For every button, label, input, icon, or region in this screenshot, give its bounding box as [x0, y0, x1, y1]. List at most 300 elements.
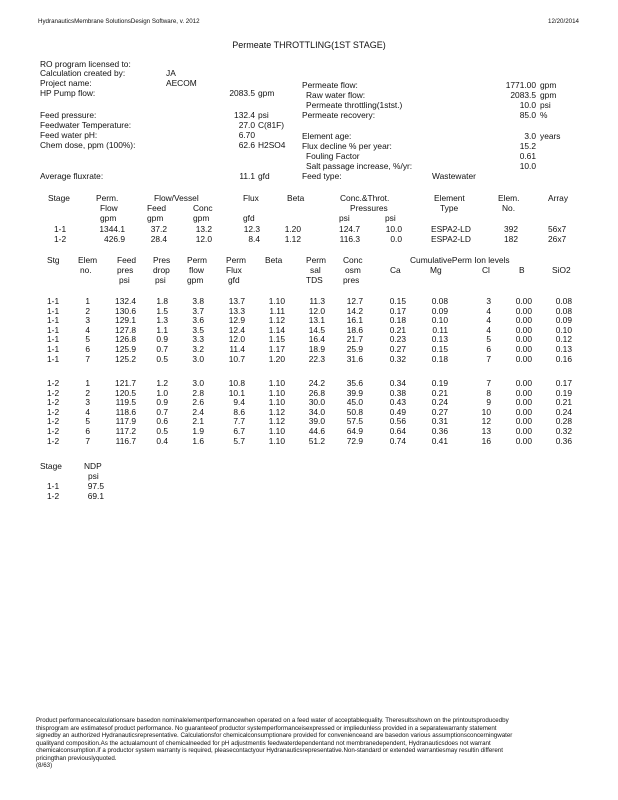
- element-row: [0, 296, 572, 306]
- throttling-label: Permeate throttling(1stst.): [306, 100, 403, 110]
- cell-beta: 1.11: [269, 305, 285, 316]
- fouling-factor-value: 0.61: [519, 151, 536, 161]
- hdr-conc-psi: psi: [339, 213, 350, 223]
- hdr-flux: Flux: [243, 193, 259, 203]
- cell-elem: 1: [85, 296, 90, 306]
- cell-b: 0.00: [515, 296, 532, 306]
- cell-feed-flow: 28.4: [150, 233, 167, 244]
- cell-perm-tds: 26.8: [308, 387, 325, 398]
- cell-beta: 1.17: [268, 344, 285, 354]
- disclaimer-line: pricingthan previouslyquoted.: [36, 754, 117, 762]
- cell-elem: 4: [85, 406, 90, 417]
- cell-pres-drop: 0.7: [156, 406, 168, 417]
- cell-pres-drop: 0.5: [156, 353, 168, 364]
- hdr-conc-osm: Conc: [343, 255, 363, 265]
- cell-perm-tds: 12.0: [308, 305, 325, 316]
- element-row: [0, 406, 572, 417]
- cell-conc-osm: 64.9: [346, 426, 363, 436]
- hdr-elem: Elem: [78, 255, 98, 265]
- cell-perm-flux: 7.7: [233, 416, 245, 427]
- cell-conc-osm: 21.7: [346, 334, 363, 345]
- cell-feed-pres: 119.5: [115, 397, 136, 408]
- cell-perm-flow: 3.8: [192, 296, 204, 306]
- cell-stg: 1-1: [47, 334, 60, 345]
- cell-ca: 0.27: [389, 344, 406, 354]
- hdr-conc: Conc: [193, 203, 213, 213]
- hdr-feed-gpm: gpm: [147, 213, 164, 223]
- cell-conc-flow: 12.0: [195, 233, 212, 244]
- cell-elem: 2: [85, 387, 90, 398]
- element-row: [0, 435, 572, 446]
- cell-perm-flux: 12.4: [228, 324, 245, 335]
- hdr-perm: Perm.: [96, 193, 119, 203]
- cell-stg: 1-2: [47, 426, 60, 436]
- cell-sio2: 0.12: [555, 334, 572, 345]
- cell-mg: 0.08: [431, 296, 448, 306]
- cell-sio2: 0.21: [555, 397, 572, 408]
- cell-cl: 3: [486, 296, 491, 306]
- element-row: [0, 426, 572, 436]
- cell-conc-osm: 72.9: [346, 435, 363, 446]
- cell-stage: 1-1: [54, 224, 67, 234]
- cell-mg: 0.10: [431, 315, 448, 326]
- element-row: [0, 416, 572, 427]
- cell-stg: 1-1: [47, 296, 60, 306]
- feed-pressure-unit: psi: [258, 110, 269, 120]
- avg-flux-value: 11.1: [239, 171, 255, 181]
- flux-decline-label: Flux decline % per year:: [302, 141, 392, 151]
- element-row: [0, 378, 572, 388]
- hdr-element: Element: [434, 193, 465, 203]
- cell-perm-flux: 10.8: [228, 378, 245, 388]
- cell-b: 0.00: [515, 344, 532, 354]
- cell-b: 0.00: [515, 397, 532, 408]
- cell-ca: 0.43: [389, 397, 406, 408]
- cell-beta: 1.10: [268, 435, 285, 446]
- cell-perm-tds: 44.6: [308, 426, 325, 436]
- cell-conc-osm: 18.6: [346, 324, 363, 335]
- cell-stg: 1-2: [47, 387, 60, 398]
- cell-b: 0.00: [515, 406, 532, 417]
- cell-sio2: 0.19: [555, 387, 572, 398]
- cell-perm-tds: 51.2: [308, 435, 325, 446]
- cell-conc-osm: 45.0: [346, 397, 363, 408]
- cell-feed-pres: 126.8: [115, 334, 136, 345]
- cell-pres-drop: 0.6: [156, 416, 168, 427]
- cell-mg: 0.18: [431, 353, 448, 364]
- cell-mg: 0.31: [431, 416, 448, 427]
- cell-feed-pres: 118.6: [115, 406, 136, 417]
- created-value: JA: [166, 68, 176, 78]
- ndp-hdr-psi: psi: [88, 471, 99, 481]
- recovery-unit: %: [540, 110, 548, 120]
- cell-perm-flux: 11.4: [229, 344, 245, 354]
- fouling-factor-label: Fouling Factor: [306, 151, 360, 161]
- ndp-row: [0, 481, 560, 490]
- cell-perm-flux: 13.7: [228, 296, 245, 306]
- feed-type-label: Feed type:: [302, 171, 342, 181]
- hdr-feed-pres: Feed: [117, 255, 137, 265]
- cell-elem: 5: [85, 334, 90, 345]
- cell-elem: 3: [85, 397, 90, 408]
- cell-beta: 1.14: [268, 324, 285, 335]
- cell-elem-no: 182: [504, 233, 518, 244]
- chem-dose-unit: H2SO4: [258, 140, 286, 150]
- hdr-sio2: SiO2: [552, 265, 571, 275]
- hdr-feed-psi: psi: [119, 275, 130, 285]
- hdr-b: B: [519, 265, 525, 275]
- cell-perm-flux: 8.6: [233, 406, 245, 417]
- cell-beta: 1.12: [268, 315, 285, 326]
- cell-perm-flux: 9.4: [233, 397, 245, 408]
- cell-conc-pres: 116.3: [339, 233, 360, 244]
- cell-perm-tds: 30.0: [308, 397, 325, 408]
- cell-cl: 4: [486, 315, 491, 326]
- cell-ndp-stage: 1-2: [47, 490, 60, 501]
- hdr-mg: Mg: [430, 265, 442, 275]
- cell-stage: 1-2: [54, 233, 67, 244]
- cell-sio2: 0.08: [555, 305, 572, 316]
- hdr-elem-no: no.: [80, 265, 92, 275]
- cell-beta: 1.20: [284, 224, 301, 234]
- cell-cl: 13: [481, 426, 491, 436]
- hdr-perm-flux: Perm: [226, 255, 247, 265]
- cell-elem: 6: [85, 344, 90, 354]
- cell-pres-drop: 1.0: [156, 387, 168, 398]
- cell-pres-drop: 1.8: [156, 296, 168, 306]
- hp-pump-value: 2083.5: [229, 88, 255, 98]
- cell-flux: 12.3: [243, 224, 260, 234]
- cell-beta: 1.10: [268, 387, 285, 398]
- throttling-value: 10.0: [519, 100, 536, 110]
- cell-ca: 0.23: [389, 334, 406, 345]
- cell-perm-flow: 1344.1: [99, 224, 125, 234]
- hdr-array: Array: [548, 193, 569, 203]
- cell-perm-tds: 13.1: [308, 315, 325, 326]
- element-row: [0, 334, 572, 345]
- chem-dose-label: Chem dose, ppm (100%):: [40, 140, 136, 150]
- cell-perm-flow: 2.4: [192, 406, 204, 417]
- cell-b: 0.00: [515, 334, 532, 345]
- element-row: [0, 305, 572, 316]
- raw-flow-value: 2083.5: [510, 90, 536, 100]
- cell-b: 0.00: [515, 378, 532, 388]
- hdr-feed-pres2: pres: [117, 265, 134, 275]
- cell-perm-flow: 3.2: [192, 344, 204, 354]
- cell-b: 0.00: [515, 305, 532, 316]
- cell-cl: 4: [486, 305, 491, 316]
- cell-element-type: ESPA2-LD: [431, 233, 471, 244]
- cell-elem: 7: [85, 353, 90, 364]
- element-row: [0, 315, 572, 326]
- cell-conc-osm: 16.1: [346, 315, 363, 326]
- cell-elem: 4: [85, 324, 90, 335]
- cell-perm-flow: 3.6: [192, 315, 204, 326]
- avg-flux-label: Average fluxrate:: [40, 171, 104, 181]
- cell-perm-flow: 2.6: [192, 397, 204, 408]
- software-version: HydranauticsMembrane SolutionsDesign Software, v. 2012: [38, 18, 200, 25]
- cell-beta: 1.10: [268, 378, 285, 388]
- hdr-stage: Stage: [48, 193, 70, 203]
- cell-feed-pres: 132.4: [115, 296, 136, 306]
- hdr-ca: Ca: [390, 265, 401, 275]
- cell-ca: 0.38: [389, 387, 406, 398]
- avg-flux-unit: gfd: [258, 171, 270, 181]
- hdr-feed: Feed: [147, 203, 167, 213]
- hdr-perm-flow: Perm: [187, 255, 208, 265]
- cell-perm-flux: 13.3: [228, 305, 245, 316]
- cell-cl: 10: [481, 406, 491, 417]
- cell-array: 56x7: [548, 224, 567, 234]
- cell-ndp-value: 69.1: [87, 490, 104, 501]
- page-number: (8/63): [36, 762, 53, 769]
- flux-decline-value: 15.2: [519, 141, 536, 151]
- cell-feed-pres: 120.5: [115, 387, 136, 398]
- disclaimer-line: thisprogram are estimatesof product performance. No guaranteeof productor systemperformanceisexpressed or impliedunless provided in a separatewarranty statement: [36, 724, 497, 732]
- element-age-label: Element age:: [302, 131, 352, 141]
- cell-ca: 0.18: [389, 315, 406, 326]
- cell-conc-osm: 12.7: [346, 296, 363, 306]
- cell-element-type: ESPA2-LD: [431, 224, 471, 234]
- cell-conc-osm: 25.9: [346, 344, 363, 354]
- cell-elem-no: 392: [504, 224, 518, 234]
- recovery-value: 85.0: [519, 110, 536, 120]
- cell-pres-drop: 1.5: [156, 305, 168, 316]
- cell-elem: 3: [85, 315, 90, 326]
- hdr-cumulative: CumulativePerm Ion levels: [410, 255, 510, 265]
- cell-b: 0.00: [515, 426, 532, 436]
- hdr-conc-pres: pres: [343, 275, 360, 285]
- permeate-flow-value: 1771.00: [505, 80, 536, 90]
- cell-sio2: 0.13: [555, 344, 572, 354]
- cell-cl: 9: [486, 397, 491, 408]
- cell-conc-osm: 35.6: [346, 378, 363, 388]
- hdr-conc-gpm: gpm: [193, 213, 210, 223]
- licensed-label: RO program licensed to:: [40, 59, 131, 69]
- raw-flow-label: Raw water flow:: [306, 90, 366, 100]
- chem-dose-value: 62.6: [238, 140, 255, 150]
- cell-mg: 0.21: [431, 387, 448, 398]
- cell-perm-tds: 18.9: [308, 344, 325, 354]
- cell-feed-pres: 121.7: [115, 378, 136, 388]
- disclaimer-line: qualityand composition.As the actualamount of chemicalneeded for pH adjustmentis feedwaterdependentand not membranedependent, Hydranauticsdoes not warrant: [36, 739, 491, 747]
- cell-feed-flow: 37.2: [150, 224, 167, 234]
- cell-stg: 1-1: [47, 353, 60, 364]
- ndp-hdr-ndp: NDP: [84, 461, 102, 471]
- cell-pres-drop: 0.5: [156, 426, 168, 436]
- cell-beta: 1.15: [268, 334, 285, 345]
- cell-perm-flux: 10.7: [228, 353, 245, 364]
- report-date: 12/20/2014: [548, 18, 579, 25]
- cell-feed-pres: 117.9: [115, 416, 136, 427]
- element-age-unit: years: [540, 131, 561, 141]
- cell-pres-drop: 0.9: [156, 334, 168, 345]
- cell-feed-pres: 125.2: [115, 353, 136, 364]
- cell-pres-drop: 1.2: [156, 378, 168, 388]
- element-row: [0, 397, 572, 408]
- cell-elem: 7: [85, 435, 90, 446]
- cell-perm-flux: 6.7: [233, 426, 245, 436]
- cell-perm-tds: 14.5: [308, 324, 325, 335]
- cell-sio2: 0.08: [555, 296, 572, 306]
- hdr-flux-gfd: gfd: [243, 213, 255, 223]
- cell-stg: 1-2: [47, 416, 60, 427]
- cell-b: 0.00: [515, 353, 532, 364]
- cell-cl: 4: [486, 324, 491, 335]
- cell-feed-pres: 117.2: [115, 426, 136, 436]
- cell-throt-pres: 10.0: [385, 224, 402, 234]
- hp-pump-unit: gpm: [258, 88, 275, 98]
- cell-sio2: 0.24: [555, 406, 572, 417]
- cell-elem: 2: [85, 305, 90, 316]
- salt-passage-label: Salt passage increase, %/yr:: [306, 161, 413, 171]
- cell-perm-flow: 3.0: [192, 353, 204, 364]
- hdr-perm-sal: Perm: [306, 255, 327, 265]
- recovery-label: Permeate recovery:: [302, 110, 376, 120]
- hdr-perm-gpm: gpm: [187, 275, 204, 285]
- element-row: [0, 344, 572, 354]
- cell-beta: 1.10: [268, 426, 285, 436]
- cell-perm-tds: 39.0: [308, 416, 325, 427]
- feed-temp-label: Feedwater Temperature:: [40, 120, 132, 130]
- hdr-elem-no: Elem.: [498, 193, 520, 203]
- cell-sio2: 0.16: [555, 353, 572, 364]
- cell-feed-pres: 127.8: [115, 324, 136, 335]
- cell-sio2: 0.36: [555, 435, 572, 446]
- cell-mg: 0.11: [432, 324, 448, 335]
- cell-feed-pres: 125.9: [115, 344, 136, 354]
- cell-ndp-stage: 1-1: [47, 481, 60, 491]
- cell-beta: 1.10: [268, 397, 285, 408]
- hdr-elem-no2: No.: [502, 203, 516, 213]
- cell-feed-pres: 130.6: [115, 305, 136, 316]
- cell-sio2: 0.17: [555, 378, 572, 388]
- cell-elem: 5: [85, 416, 90, 427]
- cell-ca: 0.21: [389, 324, 406, 335]
- disclaimer-line: signedby an authorized Hydranauticsrepresentative. Calculationsfor chemicalconsumptionare provided for convenienceand are basedon various assumptionsconcerningwater: [36, 732, 513, 739]
- cell-ca: 0.49: [389, 406, 406, 417]
- cell-pres-drop: 1.1: [156, 324, 168, 335]
- cell-perm-flux: 12.0: [228, 334, 245, 345]
- hdr-conc-osm2: osm: [345, 265, 361, 275]
- cell-cl: 6: [486, 344, 491, 354]
- cell-b: 0.00: [515, 315, 532, 326]
- ndp-row: [0, 491, 560, 500]
- cell-cl: 5: [486, 334, 491, 345]
- cell-b: 0.00: [515, 435, 532, 446]
- cell-conc-osm: 57.5: [346, 416, 363, 427]
- hp-pump-label: HP Pump flow:: [40, 88, 96, 98]
- cell-sio2: 0.09: [555, 315, 572, 326]
- cell-sio2: 0.28: [555, 416, 572, 427]
- cell-elem: 1: [85, 378, 90, 388]
- cell-conc-osm: 31.6: [346, 353, 363, 364]
- cell-conc-osm: 50.8: [346, 406, 363, 417]
- cell-b: 0.00: [515, 387, 532, 398]
- cell-cl: 7: [486, 353, 491, 364]
- cell-flux: 8.4: [248, 233, 260, 244]
- created-label: Calculation created by:: [40, 68, 126, 78]
- project-value: AECOM: [166, 78, 197, 88]
- hdr-beta: Beta: [287, 193, 305, 203]
- feed-temp-unit: C(81F): [258, 120, 285, 130]
- cell-perm-flow: 3.7: [192, 305, 204, 316]
- feed-ph-label: Feed water pH:: [40, 130, 98, 140]
- hdr-perm-flow: Flow: [100, 203, 118, 213]
- hdr-perm-tds: TDS: [306, 275, 323, 285]
- hdr-perm-gpm: gpm: [100, 213, 117, 223]
- feed-pressure-label: Feed pressure:: [40, 110, 97, 120]
- cell-ca: 0.56: [389, 416, 406, 427]
- stage-row: [0, 233, 567, 244]
- cell-pres-drop: 0.4: [156, 435, 168, 446]
- cell-beta: 1.12: [268, 406, 285, 417]
- cell-beta: 1.10: [268, 296, 285, 306]
- cell-perm-flow: 3.3: [192, 334, 204, 345]
- cell-stg: 1-1: [47, 324, 60, 335]
- cell-mg: 0.41: [431, 435, 448, 446]
- cell-perm-tds: 11.3: [309, 296, 325, 306]
- cell-mg: 0.15: [431, 344, 448, 354]
- cell-perm-flow: 3.5: [192, 324, 204, 335]
- hdr-throt-psi: psi: [385, 213, 396, 223]
- hdr-perm-gfd: gfd: [228, 275, 240, 285]
- stage-row: [0, 224, 567, 234]
- disclaimer: [36, 717, 584, 770]
- cell-ca: 0.74: [389, 435, 406, 446]
- cell-ca: 0.32: [389, 353, 406, 364]
- cell-beta: 1.20: [268, 353, 285, 364]
- feed-type-value: Wastewater: [432, 171, 476, 181]
- cell-conc-osm: 14.2: [346, 305, 363, 316]
- cell-feed-pres: 129.1: [115, 315, 136, 326]
- cell-perm-tds: 24.2: [308, 378, 325, 388]
- hdr-pressures: Pressures: [350, 203, 388, 213]
- hdr-stg: Stg: [47, 255, 60, 265]
- cell-beta: 1.12: [284, 233, 301, 244]
- hdr-perm-flux2: Flux: [226, 265, 242, 275]
- hdr-drop-psi: psi: [155, 275, 166, 285]
- permeate-flow-label: Permeate flow:: [302, 80, 358, 90]
- cell-conc-pres: 124.7: [339, 224, 360, 234]
- cell-ndp-value: 97.5: [87, 481, 104, 491]
- cell-cl: 7: [486, 378, 491, 388]
- cell-throt-pres: 0.0: [390, 233, 402, 244]
- cell-perm-tds: 16.4: [308, 334, 325, 345]
- hdr-element-type: Type: [440, 203, 459, 213]
- cell-perm-flow: 1.9: [192, 426, 204, 436]
- cell-cl: 8: [486, 387, 491, 398]
- cell-perm-tds: 34.0: [308, 406, 325, 417]
- element-row: [0, 324, 572, 335]
- cell-stg: 1-2: [47, 378, 60, 388]
- cell-ca: 0.17: [389, 305, 406, 316]
- cell-ca: 0.15: [389, 296, 406, 306]
- hdr-pres-drop2: drop: [153, 265, 170, 275]
- hdr-beta2: Beta: [265, 255, 283, 265]
- cell-array: 26x7: [548, 233, 567, 244]
- cell-pres-drop: 0.9: [156, 397, 168, 408]
- cell-perm-flow: 2.1: [192, 416, 204, 427]
- cell-beta: 1.12: [268, 416, 285, 427]
- hdr-pres-drop: Pres: [153, 255, 171, 265]
- cell-b: 0.00: [515, 416, 532, 427]
- cell-perm-flux: 10.1: [228, 387, 245, 398]
- cell-perm-flow: 2.8: [192, 387, 204, 398]
- cell-cl: 12: [481, 416, 491, 427]
- cell-sio2: 0.32: [555, 426, 572, 436]
- hdr-perm-flow2: flow: [189, 265, 204, 275]
